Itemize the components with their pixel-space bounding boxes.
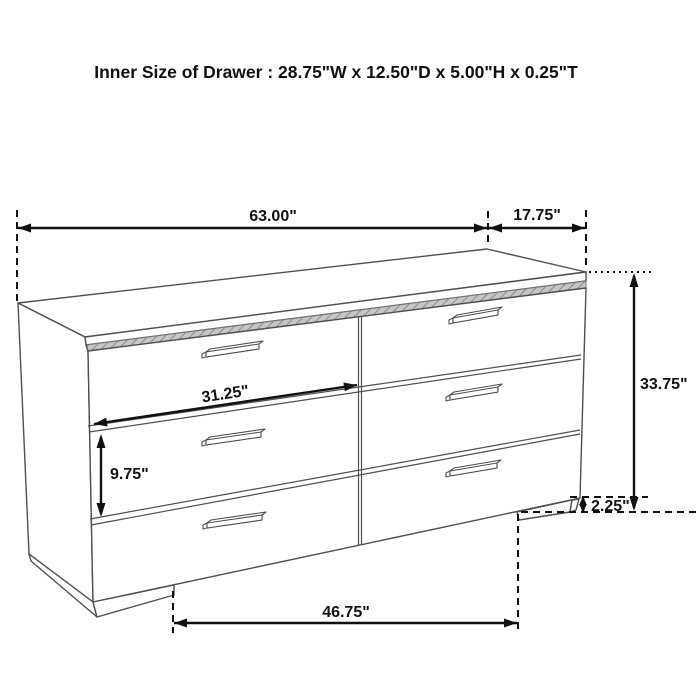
arrowhead [174,619,187,628]
drawer-height-label: 9.75" [110,466,149,483]
arrowhead [630,273,639,287]
arrowhead [474,224,487,233]
overall-depth-label: 17.75" [513,207,561,224]
overall-width-label: 63.00" [249,208,297,225]
diagram-title: Inner Size of Drawer : 28.75"W x 12.50"D x 5.00"H x 0.25"T [94,62,578,82]
arrowhead [489,224,502,233]
right-foot-side [570,499,579,512]
arrowhead [630,497,639,511]
dim-overall-height [589,272,688,511]
drawer-width-label: 31.25" [200,382,251,407]
base-width-label: 46.75" [322,604,370,621]
base-height-label: 2.25" [591,498,630,515]
overall-height-label: 33.75" [640,376,688,393]
arrowhead [504,619,517,628]
dresser-drawing [18,249,586,617]
arrowhead [572,224,585,233]
arrowhead [18,224,31,233]
